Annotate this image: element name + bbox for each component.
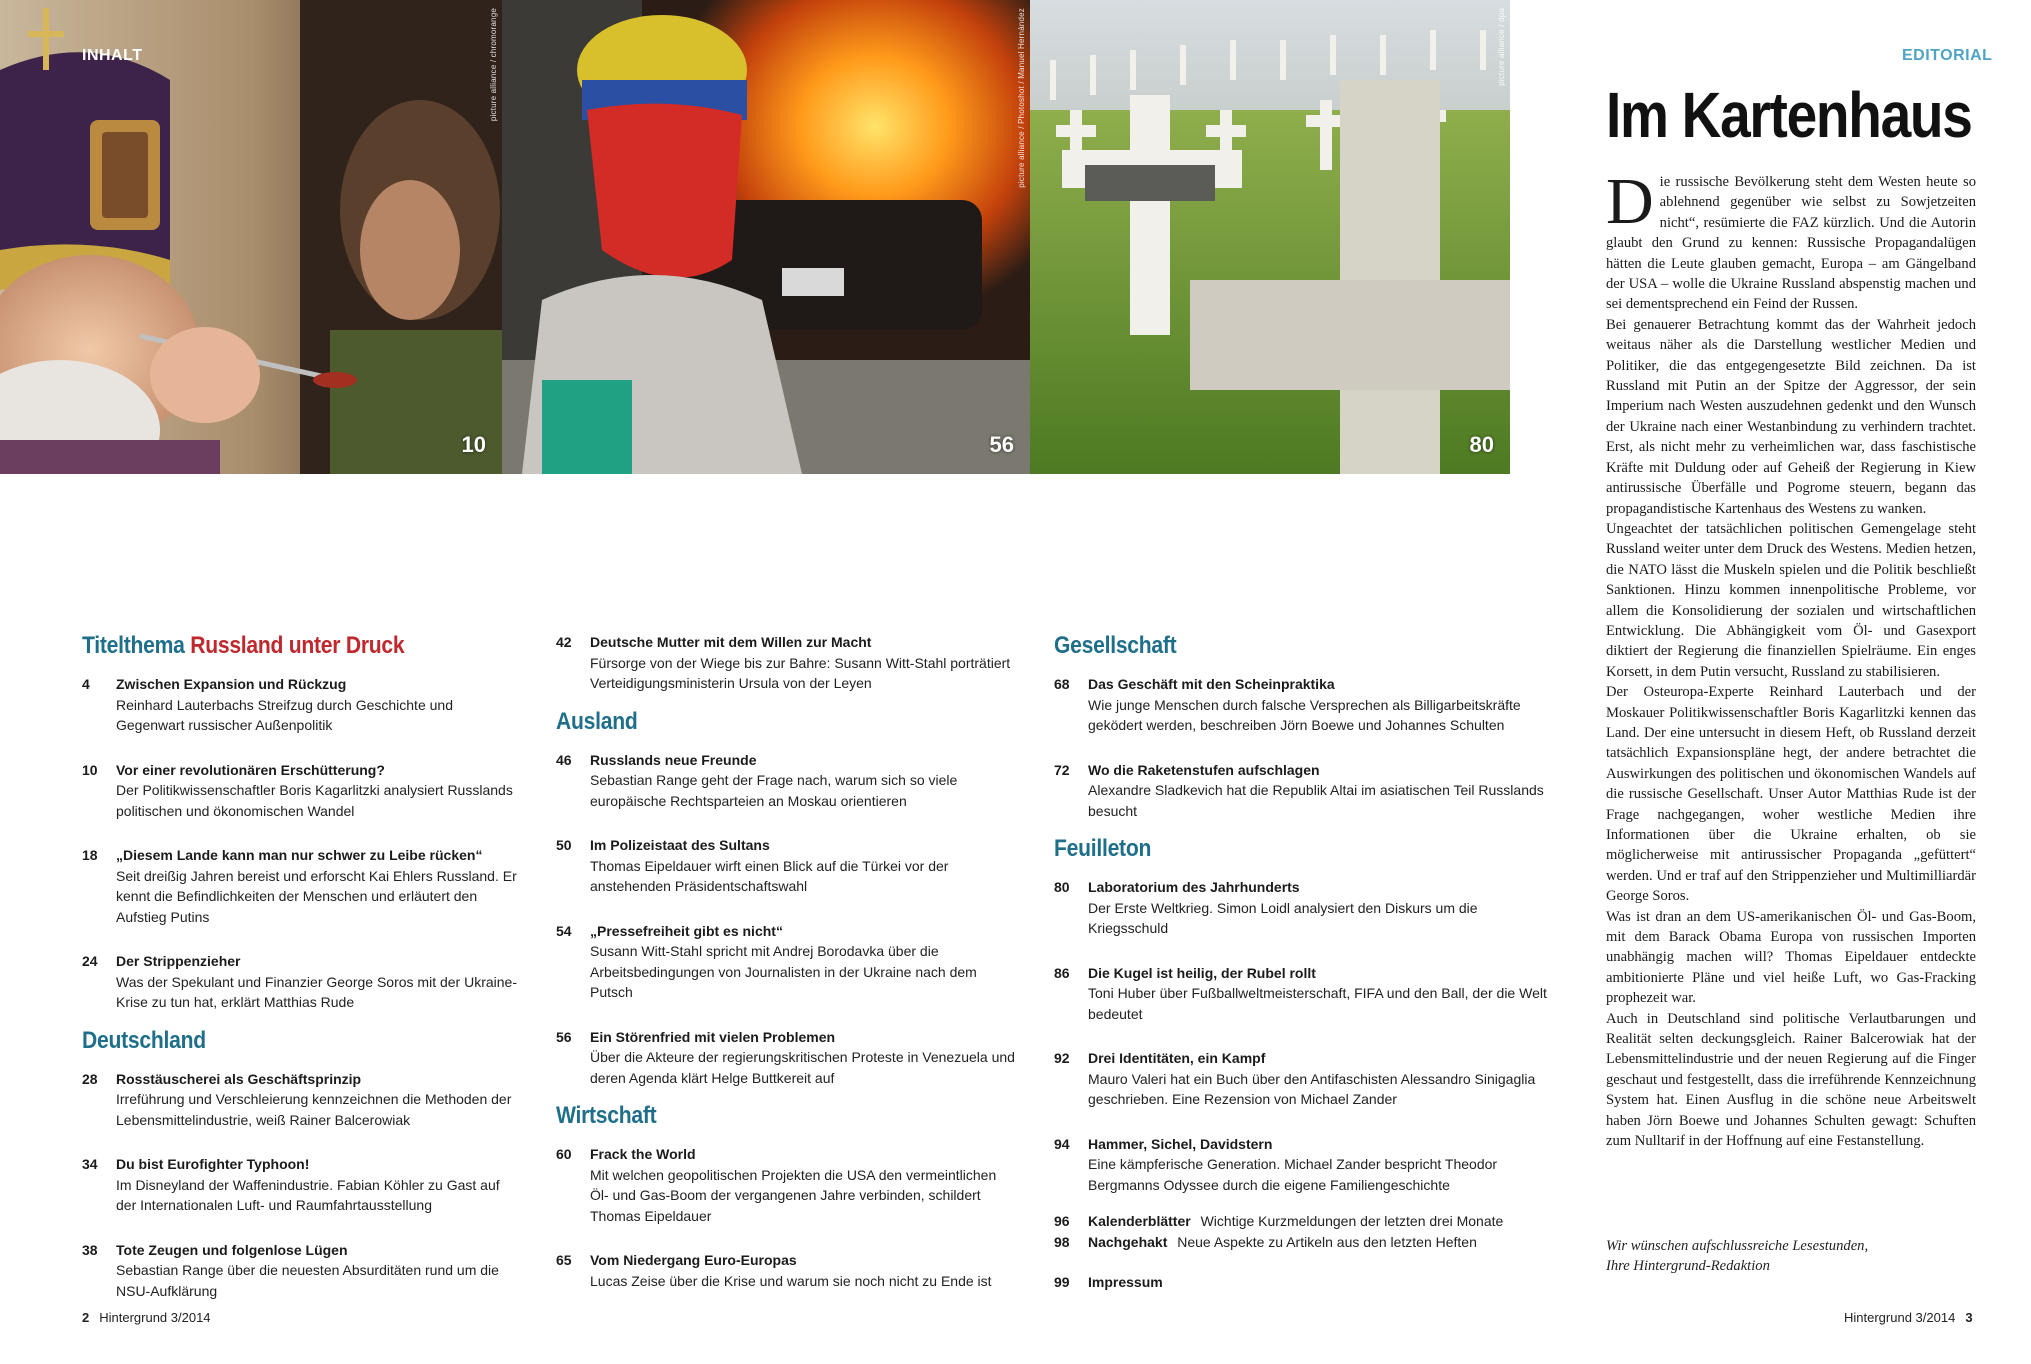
toc-column-1 <box>82 632 522 1325</box>
toc-description: Über die Akteure der regierungskritischen Proteste in Venezuela und deren Agenda klärt Helge Buttkereit auf <box>590 1049 1015 1086</box>
photo-cemetery-image <box>1030 0 1510 474</box>
toc-description: Der Politikwissenschaftler Boris Kagarlitzki analysiert Russlands politischen und ökonomischen Wandel <box>116 782 513 819</box>
photo-patriarch <box>0 0 502 474</box>
section-heading-gesellschaft: Gesellschaft <box>1054 632 1177 659</box>
toc-title: Im Polizeistaat des Sultans <box>590 837 770 853</box>
toc-description: Alexandre Sladkevich hat die Republik Altai im asiatischen Teil Russlands besucht <box>1088 782 1544 819</box>
photo-page-number: 10 <box>461 432 486 457</box>
toc-entry[interactable] <box>556 1144 1016 1226</box>
toc-column-2 <box>556 632 1016 1315</box>
toc-description: Sebastian Range über die neuesten Absurditäten rund um die NSU-Aufklärung <box>116 1262 499 1299</box>
titelthema-title: Russland unter Druck <box>190 632 405 659</box>
toc-page-number: 46 <box>556 751 572 768</box>
toc-description: Irreführung und Verschleierung kennzeichnen die Methoden der Lebensmittelindustrie, weiß Rainer Balcerowiak <box>116 1091 512 1128</box>
footer-issue: Hintergrund 3/2014 <box>1844 1310 1956 1325</box>
toc-description: Lucas Zeise über die Krise und warum sie noch nicht zu Ende ist <box>590 1272 992 1289</box>
toc-page-number: 10 <box>82 761 98 778</box>
photo-page-number: 80 <box>1469 432 1494 457</box>
section-heading-deutschland: Deutschland <box>82 1026 206 1054</box>
toc-page-number: 34 <box>82 1156 98 1172</box>
section-heading-wirtschaft: Wirtschaft <box>556 1102 657 1129</box>
toc-page-number: 38 <box>82 1241 98 1258</box>
toc-title: Ein Störenfried mit vielen Problemen <box>590 1028 836 1045</box>
toc-entry[interactable] <box>82 674 522 736</box>
toc-entry[interactable] <box>556 1250 1016 1291</box>
toc-title: Russlands neue Freunde <box>590 751 757 768</box>
toc-title: Der Strippenzieher <box>116 953 241 969</box>
toc-page-number: 4 <box>82 676 90 692</box>
toc-entry[interactable] <box>82 951 522 1013</box>
photo-credit: picture alliance / dpa <box>1497 8 1506 86</box>
toc-page-number: 94 <box>1054 1135 1070 1152</box>
section-heading-ausland: Ausland <box>556 707 638 735</box>
toc-page-number: 86 <box>1054 964 1070 981</box>
toc-page-number: 92 <box>1054 1050 1070 1066</box>
editorial-paragraph: Was ist dran an dem US-amerikanischen Öl- und Gas-Boom, mit dem Barack Obama Europa von russischen Importen unabhängig machen will? Thomas Eipeldauer entdeckte ambitionierte Pläne und viel heiße Luft, wo Gas-Fracking prophezeit war. <box>1606 908 1976 1007</box>
toc-entry[interactable] <box>82 1240 522 1302</box>
toc-description: Wichtige Kurzmeldungen der letzten drei Monate <box>1200 1213 1504 1229</box>
toc-title: Du bist Eurofighter Typhoon! <box>116 1156 310 1172</box>
toc-entry[interactable] <box>82 1154 522 1216</box>
photo-page-number: 56 <box>989 432 1014 457</box>
titelthema-prefix: Titelthema <box>82 632 185 659</box>
toc-description: Toni Huber über Fußballweltmeisterschaft, FIFA und den Ball, der die Welt bedeutet <box>1088 985 1547 1022</box>
signature-line: Ihre Hintergrund-Redaktion <box>1606 1258 1770 1275</box>
toc-page-number: 60 <box>556 1146 572 1162</box>
toc-description: Mauro Valeri hat ein Buch über den Antifaschisten Alessandro Sinigaglia geschrieben. Eine Rezension von Michael Zander <box>1088 1070 1536 1107</box>
toc-title: Hammer, Sichel, Davidstern <box>1088 1135 1273 1152</box>
toc-entry[interactable] <box>556 632 1016 694</box>
toc-title: Laboratorium des Jahrhunderts <box>1088 879 1300 895</box>
photo-venezuela-image <box>502 0 1030 474</box>
toc-page-number: 42 <box>556 634 572 650</box>
editorial-paragraph: Bei genauerer Betrachtung kommt das der Wahrheit jedoch weitaus näher als die Darstellung westlicher Medien und Politiker, die das entgegengesetzte Bild zeichnen. Da ist Russland mit Putin an der Spitze der Aggressor, der sein Imperium nach Westen auszudehnen gedenkt und den Wunsch der Ukraine nach einer Westanbindung zu verhindern trachtet. Erst, als nicht mehr zu verheimlichen war, dass faschistische Kräfte mit Duldung oder auf Geheiß der Regierung in Kiew antirussische Überfälle und Pogrome steuern, begann das propagandistische Kartenhaus des Westens zu wanken. <box>1606 316 1976 517</box>
toc-entry-impressum[interactable] <box>1054 1272 1554 1293</box>
toc-title: Nachgehakt <box>1088 1233 1168 1250</box>
section-heading-titelthema <box>82 632 469 660</box>
toc-title: „Diesem Lande kann man nur schwer zu Leibe rücken“ <box>116 847 483 863</box>
toc-title: Deutsche Mutter mit dem Willen zur Macht <box>590 634 872 650</box>
toc-entry[interactable] <box>1054 877 1554 939</box>
footer-page-number: 3 <box>1965 1310 1973 1325</box>
toc-description: Thomas Eipeldauer wirft einen Blick auf die Türkei vor der anstehenden Präsidentschaftswahl <box>590 857 949 894</box>
section-heading-feuilleton: Feuilleton <box>1054 835 1152 862</box>
section-label-inhalt: INHALT <box>82 47 143 64</box>
toc-title: Wo die Raketenstufen aufschlagen <box>1088 761 1320 778</box>
toc-entry-kalenderblaetter[interactable] <box>1054 1211 1554 1232</box>
signature-line: Wir wünschen aufschlussreiche Lesestunden, <box>1606 1238 1869 1254</box>
toc-description: Im Disneyland der Waffenindustrie. Fabian Köhler zu Gast auf der Internationalen Luft- und Raumfahrtausstellung <box>116 1176 500 1213</box>
editorial-paragraph <box>1606 165 1976 315</box>
toc-page-number: 54 <box>556 922 572 939</box>
toc-description: Susann Witt-Stahl spricht mit Andrej Borodavka über die Arbeitsbedingungen von Journalisten in der Ukraine nach dem Putsch <box>590 943 977 1000</box>
toc-page-number: 18 <box>82 847 98 863</box>
toc-description: Was der Spekulant und Finanzier George Soros mit der Ukraine-Krise zu tun hat, erklärt Matthias Rude <box>116 973 517 1010</box>
dropcap: D <box>1606 165 1654 238</box>
photo-credit: picture alliance / chromorange <box>489 8 498 122</box>
toc-entry[interactable] <box>82 760 522 822</box>
footer-left <box>82 1310 211 1325</box>
toc-description: Eine kämpferische Generation. Michael Zander bespricht Theodor Bergmanns Odyssee durch die eigene Familiengeschichte <box>1088 1156 1498 1193</box>
toc-page-number: 72 <box>1054 761 1070 778</box>
toc-page-number: 98 <box>1054 1233 1070 1250</box>
toc-page-number: 65 <box>556 1252 572 1268</box>
toc-title: Kalenderblätter <box>1088 1213 1191 1229</box>
editorial-paragraph: Auch in Deutschland sind politische Verlautbarungen und Realität selten deckungsgleich. Rainer Balcerowiak hat der Lebensmittelindustrie und der neuen Regierung auf die Finger geschaut und festgestellt, dass die irreführende Kennzeichnung System hat. Einen Ausflug in die schöne neue Arbeitswelt haben Jörn Boewe und Johannes Schulten gewagt: Schuften zum Nulltarif in der Hoffnung auf eine Festanstellung. <box>1606 1010 1976 1150</box>
photo-credit: picture alliance / Photoshot / Manuel Hernández <box>1017 8 1026 188</box>
toc-title: Das Geschäft mit den Scheinpraktika <box>1088 676 1335 692</box>
toc-description: Wie junge Menschen durch falsche Versprechen als Billigarbeitskräfte geködert werden, beschreiben Jörn Boewe und Johannes Schulten <box>1088 696 1521 733</box>
toc-entry[interactable] <box>1054 674 1554 736</box>
editorial-paragraph: Ungeachtet der tatsächlichen politischen Gemengelage steht Russland weiter unter dem Druck des Westens. Medien hetzen, die NATO lässt die Muskeln spielen und die Politik beschließt Sanktionen. Hinzu kommen innenpolitische Probleme, vor allem die Konsolidierung der sozialen und wirtschaftlichen Entwicklung. Die Abhängigkeit vom Öl- und Gasexport diktiert der Regierung die finanziellen Spielräume. Ein enges Korsett, in dem Putin versucht, Russland zu stabilisieren. <box>1606 520 1976 680</box>
toc-description: Seit dreißig Jahren bereist und erforscht Kai Ehlers Russland. Er kennt die Befindlichkeiten der Menschen und erläutert den Aufstieg Putins <box>116 867 517 925</box>
toc-title: Tote Zeugen und folgenlose Lügen <box>116 1241 348 1258</box>
toc-page-number: 68 <box>1054 676 1070 692</box>
section-label-editorial: EDITORIAL <box>1902 47 1993 64</box>
toc-entry[interactable] <box>556 835 1016 897</box>
toc-column-3 <box>1054 632 1554 1317</box>
toc-description: Mit welchen geopolitischen Projekten die USA den vermeintlichen Öl- und Gas-Boom der vergangenen Jahre verbinden, schildert Thomas Eipeldauer <box>590 1166 997 1224</box>
toc-page-number: 24 <box>82 953 98 969</box>
editorial-signature <box>1606 1236 1868 1277</box>
toc-entry[interactable] <box>1054 760 1554 822</box>
toc-description: Fürsorge von der Wiege bis zur Bahre: Susann Witt-Stahl porträtiert Verteidigungsministerin Ursula von der Leyen <box>590 654 1011 691</box>
toc-title: Impressum <box>1088 1274 1163 1290</box>
footer-page-number: 2 <box>82 1310 90 1325</box>
toc-title: „Pressefreiheit gibt es nicht“ <box>590 922 783 939</box>
toc-entry[interactable] <box>556 750 1016 812</box>
toc-entry[interactable] <box>556 1027 1016 1089</box>
toc-description: Neue Aspekte zu Artikeln aus den letzten Heften <box>1177 1233 1477 1250</box>
toc-description: Reinhard Lauterbachs Streifzug durch Geschichte und Gegenwart russischer Außenpolitik <box>116 696 453 733</box>
toc-entry[interactable] <box>1054 963 1554 1025</box>
footer-right <box>1844 1310 1973 1325</box>
toc-page-number: 96 <box>1054 1213 1070 1229</box>
toc-page-number: 99 <box>1054 1274 1070 1290</box>
photo-war-cemetery <box>1030 0 1510 474</box>
toc-page-number: 28 <box>82 1070 98 1087</box>
toc-description: Sebastian Range geht der Frage nach, warum sich so viele europäische Rechtsparteien an Moskau orientieren <box>590 772 958 809</box>
toc-entry[interactable] <box>1054 1134 1554 1196</box>
toc-entry[interactable] <box>556 921 1016 1003</box>
editorial-paragraph: Der Osteuropa-Experte Reinhard Lauterbach und der Moskauer Politikwissenschaftler Boris Kagarlitzki kennen das Land. Der eine untersucht in diesem Heft, ob Russland derzeit tatsächlich Expansionspläne hegt, der andere betrachtet die Auswirkungen des politischen und ökonomischen Wandels auf die russische Gesellschaft. Unser Autor Matthias Rude ist der Frage nachgegangen, woher westliche Medien ihre Informationen über die Ukraine erhalten, ob sie möglicherweise mit antirussischer Propaganda „gefüttert“ werden. Und er traf auf den Strippenzieher und Multimilliardär George Soros. <box>1606 684 1976 905</box>
toc-title: Rosstäuscherei als Geschäftsprinzip <box>116 1070 362 1087</box>
footer-issue: Hintergrund 3/2014 <box>99 1310 211 1325</box>
toc-title: Drei Identitäten, ein Kampf <box>1088 1050 1266 1066</box>
toc-entry[interactable] <box>82 845 522 927</box>
toc-entry-nachgehakt[interactable] <box>1054 1232 1554 1253</box>
toc-title: Die Kugel ist heilig, der Rubel rollt <box>1088 964 1316 981</box>
toc-description: Der Erste Weltkrieg. Simon Loidl analysiert den Diskurs um die Kriegsschuld <box>1088 899 1478 936</box>
toc-page-number: 50 <box>556 837 572 853</box>
toc-title: Vom Niedergang Euro-Europas <box>590 1252 797 1268</box>
toc-page-number: 80 <box>1054 879 1070 895</box>
toc-title: Zwischen Expansion und Rückzug <box>116 676 347 692</box>
toc-entry[interactable] <box>82 1069 522 1131</box>
photo-patriarch-image <box>0 0 502 474</box>
toc-title: Vor einer revolutionären Erschütterung? <box>116 761 385 778</box>
paragraph-text: ie russische Bevölkerung steht dem Westen heute so ablehnend gegenüber wie selbst zu Sowjetzeiten nicht“, resümierte die FAZ kürzlich. Und die Autorin glaubt den Grund zu kennen: Russische Propagandalügen hätten die Leute glauben gemacht, Europa – am Gängelband der USA – wolle die Ukraine Russland abspenstig machen und sei dementsprechend ein Feind der Russen. <box>1606 174 1976 313</box>
toc-entry[interactable] <box>1054 1048 1554 1110</box>
editorial-headline: Im Kartenhaus <box>1606 79 1972 151</box>
photo-venezuela-protest <box>502 0 1030 474</box>
toc-page-number: 56 <box>556 1028 572 1045</box>
toc-title: Frack the World <box>590 1146 696 1162</box>
editorial-body <box>1606 165 1976 1152</box>
